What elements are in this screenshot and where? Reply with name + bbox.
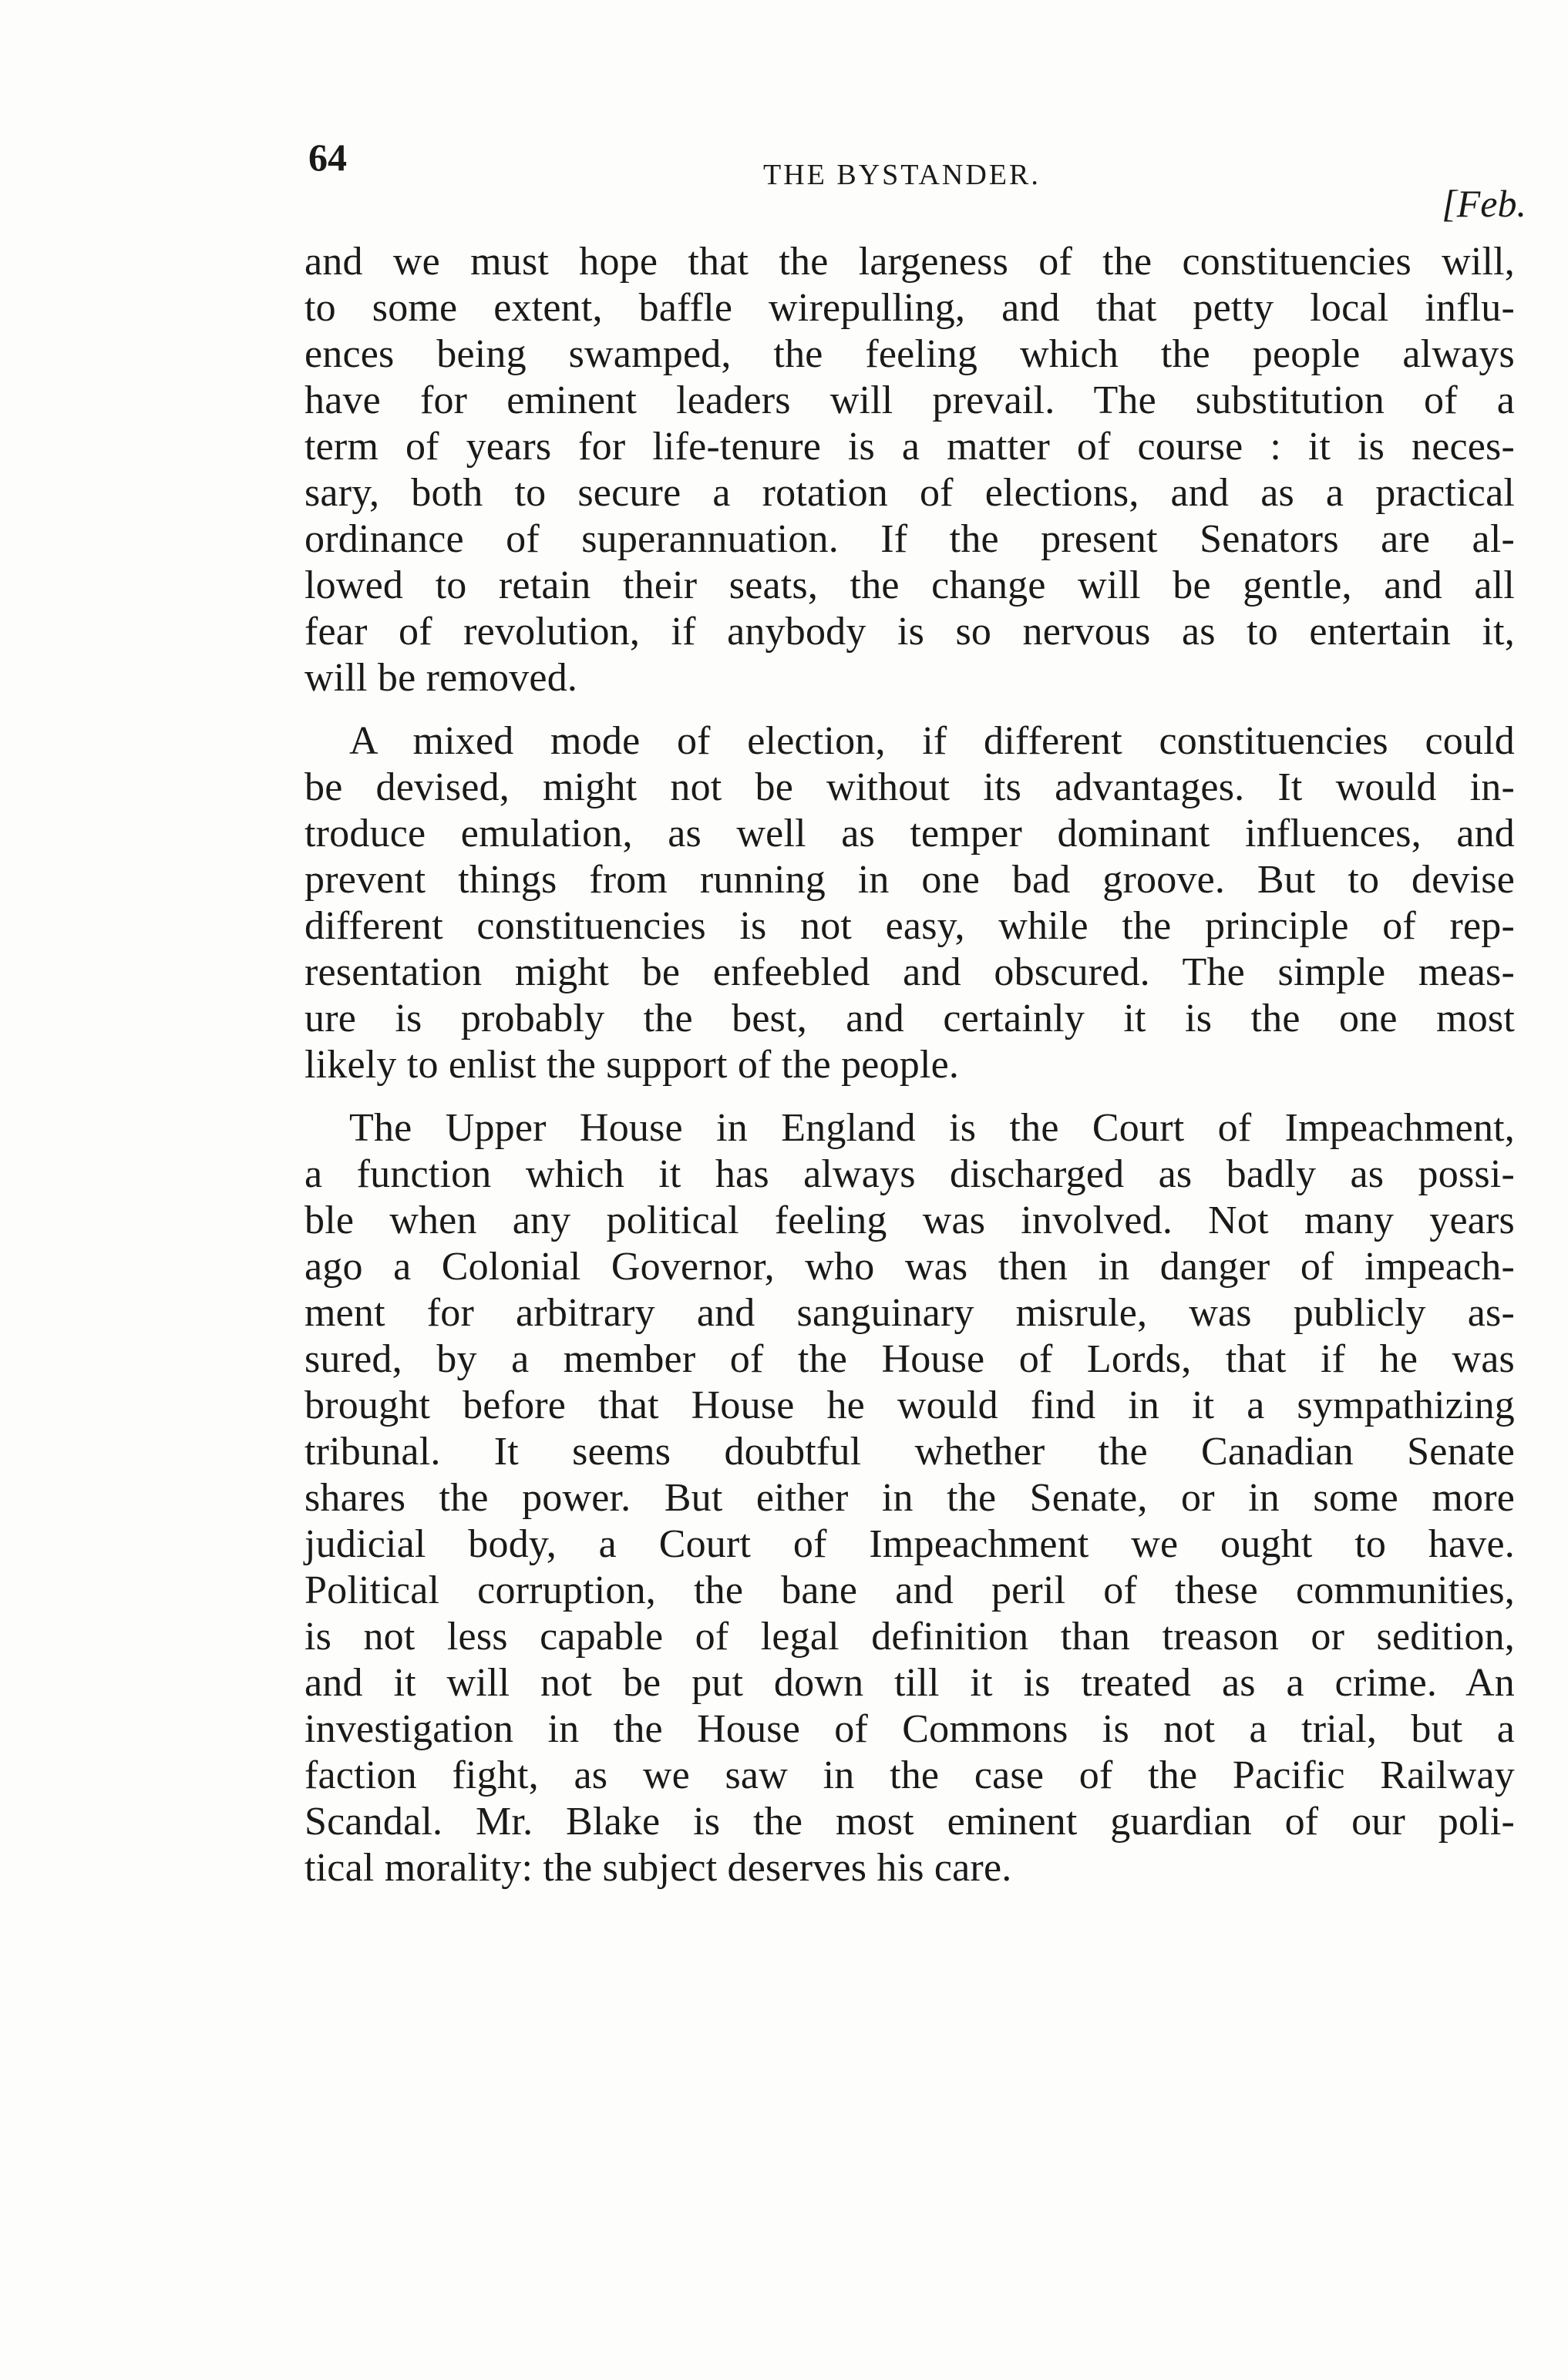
text-line: is not less capable of legal definition than treason or sedition, bbox=[305, 1615, 1515, 1659]
text-line: The Upper House in England is the Court of Impeachment, bbox=[349, 1106, 1515, 1150]
text-line: tribunal. It seems doubtful whether the Canadian Senate bbox=[305, 1430, 1515, 1474]
page-body bbox=[305, 239, 1515, 1891]
text-line: ment for arbitrary and sanguinary misrule, was publicly as- bbox=[305, 1291, 1515, 1335]
text-line: term of years for life-tenure is a matter of course : it is neces- bbox=[305, 425, 1515, 469]
text-line: different constituencies is not easy, while the principle of rep- bbox=[305, 904, 1515, 948]
text-line: ble when any political feeling was involved. Not many years bbox=[305, 1198, 1515, 1242]
paragraph-3 bbox=[305, 1105, 1515, 1891]
text-line: resentation might be enfeebled and obscured. The simple meas- bbox=[305, 950, 1515, 994]
text-line: judicial body, a Court of Impeachment we ought to have. bbox=[305, 1522, 1515, 1566]
page-number: 64 bbox=[308, 136, 347, 179]
text-line: and we must hope that the largeness of the constituencies will, bbox=[305, 240, 1515, 284]
paragraph-2 bbox=[305, 718, 1515, 1088]
text-line: ences being swamped, the feeling which the people always bbox=[305, 332, 1515, 376]
text-line: ure is probably the best, and certainly it is the one most bbox=[305, 997, 1515, 1040]
text-line: A mixed mode of election, if different constituencies could bbox=[349, 719, 1515, 763]
text-line: to some extent, baffle wirepulling, and that petty local influ- bbox=[305, 286, 1515, 330]
text-line: tical morality: the subject deserves his care. bbox=[305, 1846, 1012, 1890]
running-head-month: [Feb. bbox=[1442, 182, 1526, 225]
text-line: shares the power. But either in the Senate, or in some more bbox=[305, 1476, 1515, 1520]
page-header bbox=[308, 135, 1526, 227]
text-line: Political corruption, the bane and peril of these communities, bbox=[305, 1568, 1515, 1612]
running-head: THE BYSTANDER. bbox=[763, 159, 1041, 191]
text-line: be devised, might not be without its advantages. It would in- bbox=[305, 765, 1515, 809]
text-line: have for eminent leaders will prevail. The substitution of a bbox=[305, 378, 1515, 422]
text-line: sured, by a member of the House of Lords, that if he was bbox=[305, 1337, 1515, 1381]
text-line: lowed to retain their seats, the change will be gentle, and all bbox=[305, 563, 1515, 607]
text-line: investigation in the House of Commons is not a trial, but a bbox=[305, 1707, 1515, 1751]
text-line: brought before that House he would find in it a sympathizing bbox=[305, 1383, 1515, 1427]
text-line: will be removed. bbox=[305, 656, 578, 700]
text-line: ago a Colonial Governor, who was then in danger of impeach- bbox=[305, 1245, 1515, 1289]
text-line: prevent things from running in one bad groove. But to devise bbox=[305, 858, 1515, 902]
text-line: Scandal. Mr. Blake is the most eminent guardian of our poli- bbox=[305, 1800, 1515, 1844]
text-line: and it will not be put down till it is treated as a crime. An bbox=[305, 1661, 1515, 1705]
text-line: faction fight, as we saw in the case of the Pacific Railway bbox=[305, 1753, 1515, 1797]
text-line: ordinance of superannuation. If the present Senators are al- bbox=[305, 517, 1515, 561]
text-line: likely to enlist the support of the people. bbox=[305, 1043, 960, 1087]
text-line: a function which it has always discharged as badly as possi- bbox=[305, 1152, 1515, 1196]
paragraph-gap bbox=[305, 1088, 1515, 1105]
paragraph-gap bbox=[305, 701, 1515, 718]
paragraph-1 bbox=[305, 239, 1515, 701]
text-line: sary, both to secure a rotation of elections, and as a practical bbox=[305, 471, 1515, 515]
text-line: troduce emulation, as well as temper dominant influences, and bbox=[305, 812, 1515, 856]
text-line: fear of revolution, if anybody is so nervous as to entertain it, bbox=[305, 610, 1515, 654]
